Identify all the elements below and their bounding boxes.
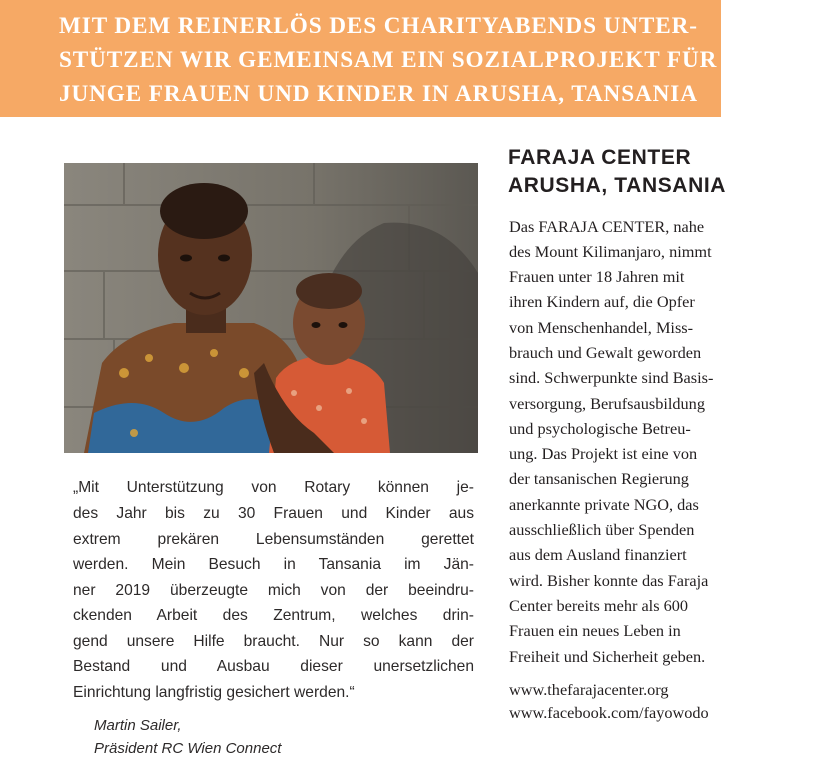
website-link[interactable]: www.thefarajacenter.org: [509, 680, 669, 699]
body-line: und psychologische Betreu-: [509, 419, 691, 438]
body-line: anerkannte private NGO, das: [509, 495, 699, 514]
quote-line: extrem prekären Lebensumständen gerettet: [73, 531, 474, 548]
body-line: Frauen unter 18 Jahren mit: [509, 267, 685, 286]
body-line: sind. Schwerpunkte sind Basis-: [509, 368, 714, 387]
body-line: ihren Kindern auf, die Opfer: [509, 292, 695, 311]
sidebar-heading-line-2: ARUSHA, TANSANIA: [508, 174, 727, 197]
mother-child-photo: [64, 163, 478, 453]
quote-author: Martin Sailer,: [94, 717, 182, 734]
quote-line: werden. Mein Besuch in Tansania im Jän-: [73, 556, 474, 573]
body-line: ung. Das Projekt ist eine von: [509, 444, 698, 463]
quote-line: ckenden Arbeit des Zentrum, welches drin-: [73, 607, 474, 624]
body-line: der tansanischen Regierung: [509, 469, 689, 488]
body-line: des Mount Kilimanjaro, nimmt: [509, 242, 712, 261]
body-line: ausschließlich über Spenden: [509, 520, 695, 539]
quote-line: gend unsere Hilfe braucht. Nur so kann der: [73, 633, 474, 650]
banner-line-1: MIT DEM REINERLÖS DES CHARITYABENDS UNTER-: [59, 13, 698, 39]
body-line: brauch und Gewalt geworden: [509, 343, 702, 362]
quote-line: „Mit Unterstützung von Rotary können je-: [73, 479, 474, 496]
body-line: aus dem Ausland finanziert: [509, 545, 687, 564]
body-line: Das FARAJA CENTER, nahe: [509, 217, 705, 236]
body-line: Frauen ein neues Leben in: [509, 621, 681, 640]
facebook-link[interactable]: www.facebook.com/fayowodo: [509, 703, 709, 722]
quote-line: des Jahr bis zu 30 Frauen und Kinder aus: [73, 505, 474, 522]
body-line: von Menschenhandel, Miss-: [509, 318, 694, 337]
quote-line: Einrichtung langfristig gesichert werden.“: [73, 684, 355, 701]
quote-line: ner 2019 überzeugte mich von der beeindru-: [73, 582, 474, 599]
banner-line-3: JUNGE FRAUEN UND KINDER IN ARUSHA, TANSANIA: [59, 81, 698, 107]
quote-author-role: Präsident RC Wien Connect: [94, 740, 282, 757]
body-line: Freiheit und Sicherheit geben.: [509, 647, 706, 666]
quote-line: Bestand und Ausbau dieser unersetzlichen: [73, 658, 474, 675]
body-line: versorgung, Berufsausbildung: [509, 394, 705, 413]
sidebar-heading-line-1: FARAJA CENTER: [508, 146, 692, 169]
banner-line-2: STÜTZEN WIR GEMEINSAM EIN SOZIALPROJEKT FÜR: [59, 47, 718, 73]
headline-banner: [0, 0, 721, 117]
body-line: Center bereits mehr als 600: [509, 596, 689, 615]
body-line: wird. Bisher konnte das Faraja: [509, 571, 709, 590]
